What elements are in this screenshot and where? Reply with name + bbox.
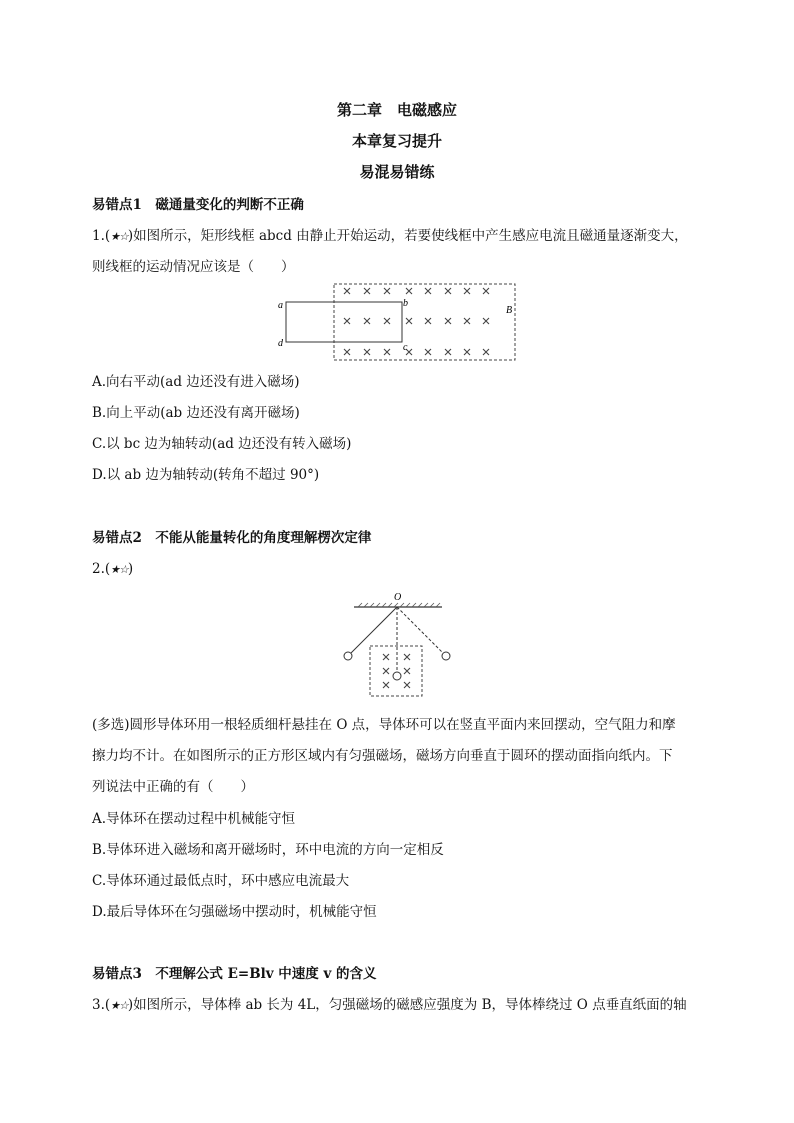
question-1-number: 1.(	[92, 228, 111, 244]
ring-bottom-icon	[393, 672, 401, 680]
difficulty-stars-icon: ★☆	[110, 999, 128, 1012]
difficulty-stars-icon: ★☆	[110, 230, 128, 243]
ring-right-icon	[442, 652, 450, 660]
label-O: O	[394, 592, 402, 603]
label-B: B	[506, 305, 513, 316]
chapter-title: 第二章 电磁感应	[336, 101, 457, 119]
question-1-line1	[92, 227, 688, 246]
question-1-option-c: C.以 bc 边为轴转动(ad 边还没有转入磁场)	[92, 436, 352, 452]
label-c: c	[403, 342, 408, 353]
question-2-close: )	[127, 561, 134, 577]
question-2-stem-2: 擦力均不计。在如图所示的正方形区域内有匀强磁场，磁场方向垂直于圆环的摆动面指向纸内。下	[92, 748, 673, 764]
question-2-stem-1: (多选)圆形导体环用一根轻质细杆悬挂在 O 点，导体环可以在竖直平面内来回摆动，空气阻力和摩	[92, 717, 676, 733]
square-field-region	[370, 646, 422, 696]
question-3-stem-1: )如图所示，导体棒 ab 长为 4L，匀强磁场的磁感应强度为 B，导体棒绕过 O 点垂直纸面的轴	[127, 997, 687, 1013]
question-1-line2: 则线框的运动情况应该是（ ）	[92, 259, 295, 275]
question-1-option-a: A.向右平动(ad 边还没有进入磁场)	[92, 374, 300, 390]
ring-left-icon	[344, 652, 352, 660]
field-cross-marks	[344, 288, 489, 355]
question-1-option-d: D.以 ab 边为轴转动(转角不超过 90°)	[92, 467, 320, 483]
question-1-option-b: B.向上平动(ab 边还没有离开磁场)	[92, 405, 300, 421]
question-1-figure	[270, 280, 520, 366]
question-3-line1	[92, 996, 687, 1015]
question-2-option-c: C.导体环通过最低点时，环中感应电流最大	[92, 873, 350, 889]
section-title: 本章复习提升	[351, 132, 442, 150]
question-2-stem-3: 列说法中正确的有（ ）	[92, 779, 254, 795]
label-a: a	[278, 300, 283, 311]
question-2-figure	[340, 588, 454, 698]
label-d: d	[278, 338, 283, 349]
question-1-stem-1: )如图所示，矩形线框 abcd 由静止开始运动，若要使线框中产生感应电流且磁通量逐渐变大，	[127, 228, 688, 244]
question-2-number: 2.(	[92, 561, 111, 577]
question-2-option-b: B.导体环进入磁场和离开磁场时，环中电流的方向一定相反	[92, 842, 444, 858]
question-2-line	[92, 560, 133, 579]
magnetic-field-region	[334, 284, 515, 360]
error-point-1-heading: 易错点1 磁通量变化的判断不正确	[92, 197, 304, 213]
error-point-3-heading: 易错点3 不理解公式 E=Blv 中速度 v 的含义	[92, 966, 377, 982]
question-2-option-d: D.最后导体环在匀强磁场中摆动时，机械能守恒	[92, 904, 377, 920]
difficulty-stars-icon: ★☆	[110, 563, 128, 576]
question-2-option-a: A.导体环在摆动过程中机械能守恒	[92, 811, 296, 827]
error-point-2-heading: 易错点2 不能从能量转化的角度理解楞次定律	[92, 530, 372, 546]
rectangular-coil	[286, 302, 402, 342]
label-b: b	[403, 298, 408, 309]
subsection-title: 易混易错练	[359, 163, 435, 181]
question-3-number: 3.(	[92, 997, 111, 1013]
